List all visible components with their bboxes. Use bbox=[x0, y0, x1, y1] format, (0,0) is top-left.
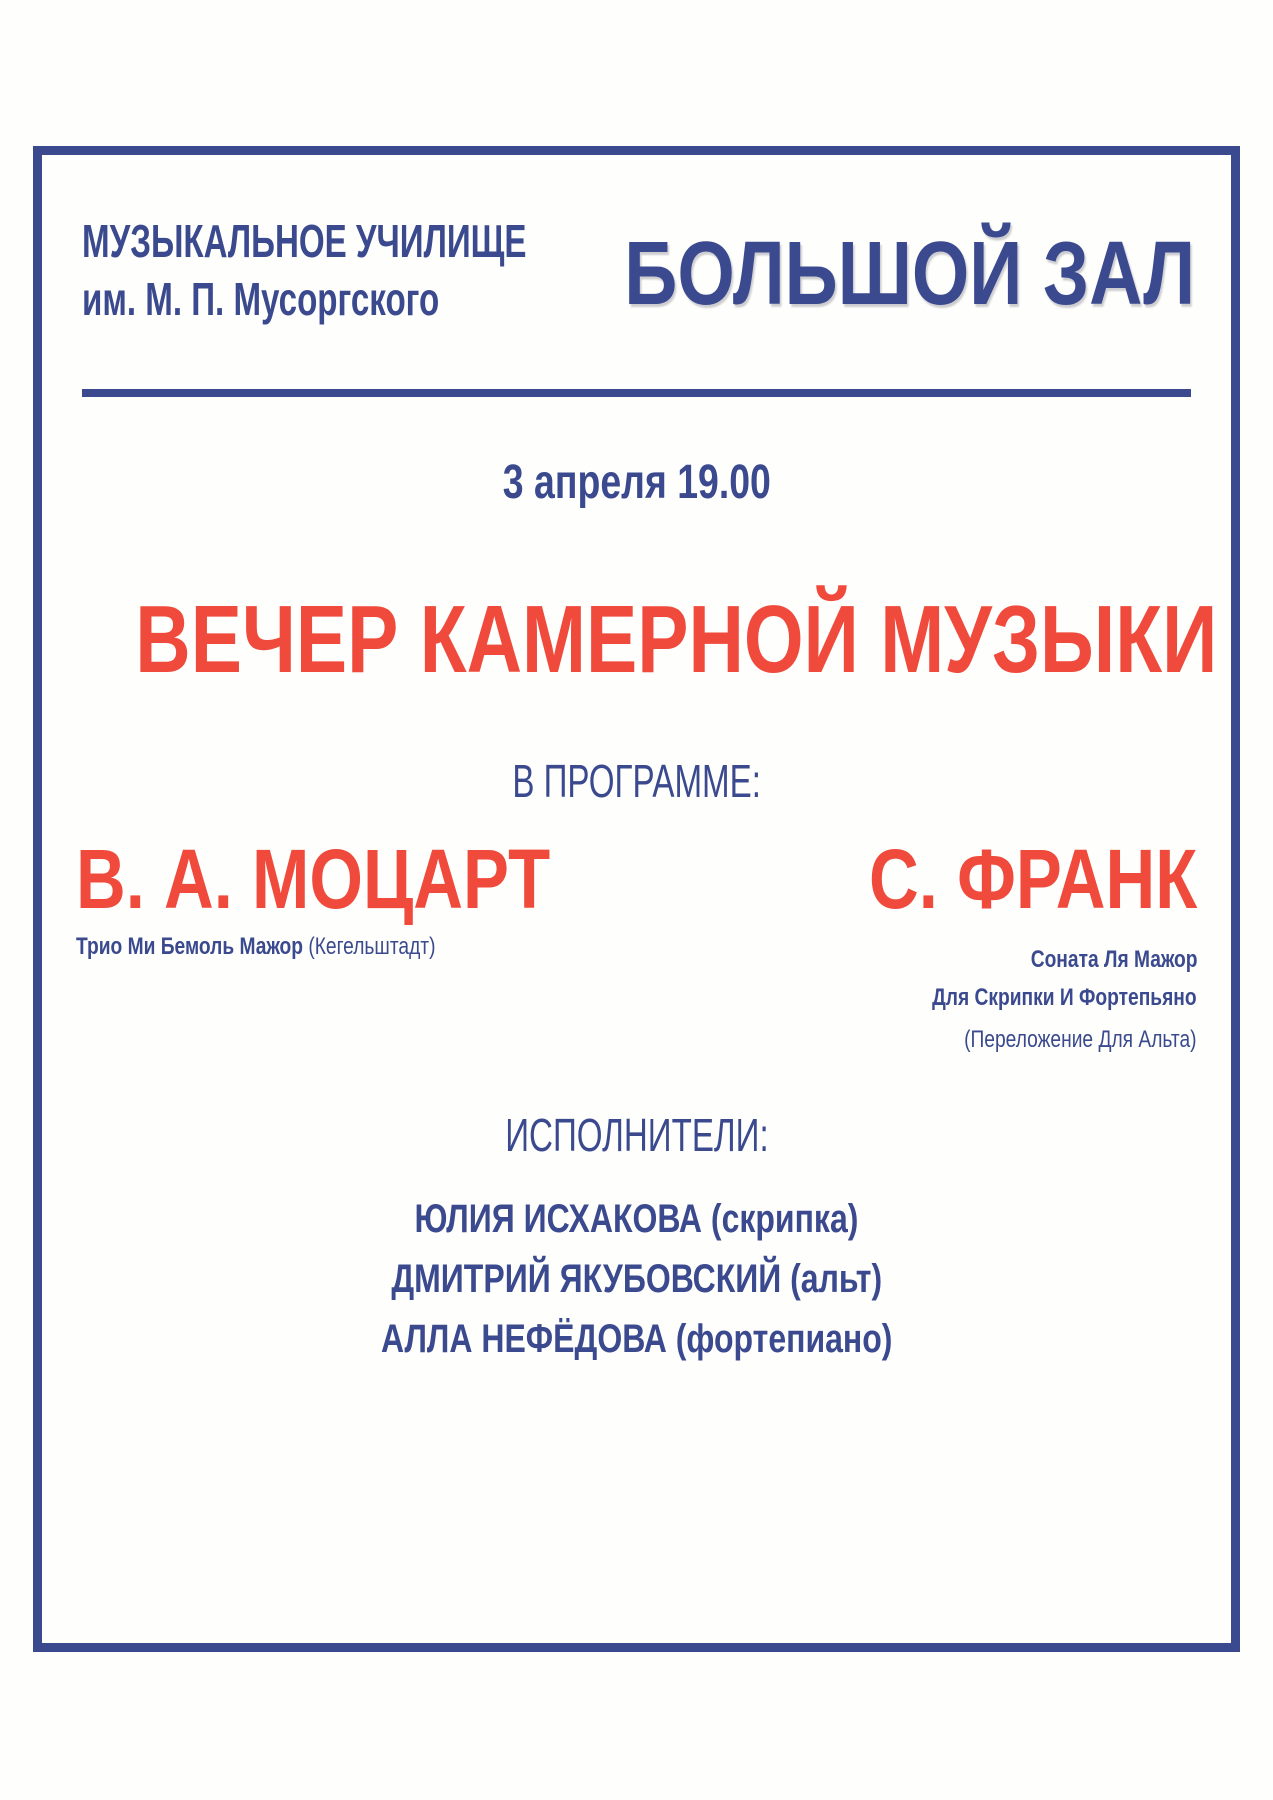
school-name-line2: им. М. П. Мусоргского bbox=[82, 273, 440, 325]
program-label bbox=[0, 752, 1273, 810]
work-mozart bbox=[76, 928, 525, 966]
performer-item bbox=[0, 1189, 1273, 1249]
header-divider bbox=[82, 389, 1191, 397]
performers-label bbox=[0, 1106, 1273, 1164]
hall-name bbox=[499, 224, 1195, 324]
program-label-text: В ПРОГРАММЕ: bbox=[512, 755, 761, 807]
event-title-text: ВЕЧЕР КАМЕРНОЙ МУЗЫКИ bbox=[135, 586, 1218, 693]
work-franck-instruments: Для Скрипки И Фортепьяно bbox=[932, 984, 1197, 1011]
composer-mozart bbox=[76, 831, 654, 927]
performer-name: ЮЛИЯ ИСХАКОВА bbox=[414, 1197, 703, 1241]
event-title bbox=[0, 585, 1273, 695]
performer-name: АЛЛА НЕФЁДОВА bbox=[380, 1317, 667, 1361]
work-mozart-note: (Кегельштадт) bbox=[308, 933, 436, 960]
school-name-line1: МУЗЫКАЛЬНОЕ УЧИЛИЩЕ bbox=[82, 215, 527, 267]
performer-name: ДМИТРИЙ ЯКУБОВСКИЙ bbox=[391, 1257, 782, 1301]
performer-instrument: (альт) bbox=[789, 1257, 882, 1301]
work-franck-title: Соната Ля Мажор bbox=[1030, 946, 1197, 973]
performer-item bbox=[0, 1249, 1273, 1309]
performer-item bbox=[0, 1309, 1273, 1369]
event-date-text: 3 апреля 19.00 bbox=[502, 456, 771, 509]
performer-instrument: (скрипка) bbox=[710, 1197, 859, 1241]
hall-name-text: БОЛЬШОЙ ЗАЛ bbox=[624, 224, 1195, 324]
work-mozart-title: Трио Ми Бемоль Мажор bbox=[76, 933, 303, 960]
composer-franck bbox=[797, 831, 1197, 927]
composer-franck-name: С. ФРАНК bbox=[868, 832, 1197, 926]
performers-label-text: ИСПОЛНИТЕЛИ: bbox=[504, 1109, 769, 1161]
work-franck-line1 bbox=[989, 941, 1198, 979]
work-franck-line2 bbox=[866, 979, 1197, 1017]
work-franck-note: (Переложение Для Альта) bbox=[964, 1026, 1197, 1053]
event-date bbox=[0, 453, 1273, 513]
composer-mozart-name: В. А. МОЦАРТ bbox=[76, 832, 551, 926]
work-franck-line3 bbox=[906, 1021, 1197, 1059]
performer-instrument: (фортепиано) bbox=[675, 1317, 893, 1361]
